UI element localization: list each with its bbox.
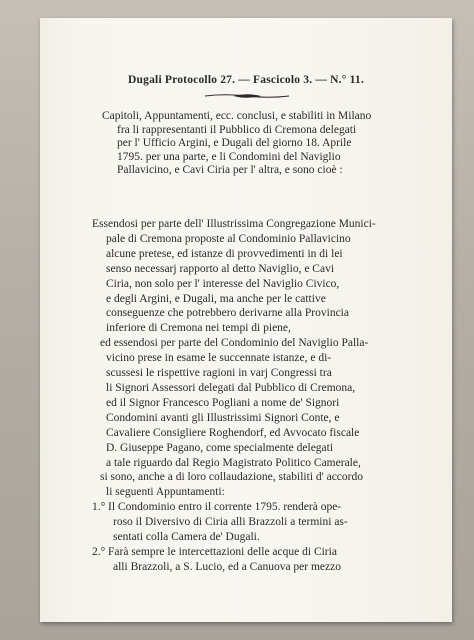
body-line: scussesi le rispettive ragioni in varj Congressi tra [106, 367, 332, 380]
document-header: Dugali Protocollo 27. — Fascicolo 3. — N.° 11. [128, 74, 364, 86]
item-number: 1.° [92, 501, 106, 514]
intro-line: per l' Ufficio Argini, e Dugali del giorno 18. Aprile [117, 137, 352, 150]
item-line: Il Condominio entro il corrente 1795. renderà ope- [108, 501, 342, 514]
intro-line: Capitoli, Appuntamenti, ecc. conclusi, e stabiliti in Milano [102, 110, 372, 122]
body-line: conseguenze che potrebbero derivarne alla Provincia [106, 307, 349, 320]
body-line: ed essendosi per parte del Condominio del Naviglio Palla- [100, 337, 369, 350]
body-line: inferiore di Cremona nei tempi di piene, [106, 322, 291, 335]
ornamental-rule [203, 92, 291, 100]
intro-line: Pallavicino, e Cavi Ciria per l' altra, e sono cioè : [117, 164, 343, 177]
body-line: ed il Signor Francesco Pogliani a nome de' Signori [106, 396, 340, 409]
body-line: Cavaliere Consigliere Roghendorf, ed Avvocato fiscale [106, 426, 360, 439]
item-line: sentati colla Camera de' Dugali. [113, 531, 260, 544]
body-line: vicino prese in esame le succennate istanze, e di- [106, 352, 332, 365]
body-line: a tale riguardo dal Regio Magistrato Politico Camerale, [106, 456, 361, 469]
body-line: Essendosi per parte dell' Illustrissima Congregazione Munici- [92, 218, 376, 230]
document-sheet [40, 18, 452, 622]
body-line: li seguenti Appuntamenti: [106, 486, 225, 499]
intro-paragraph [102, 110, 422, 178]
body-line: pale di Cremona proposte al Condominio Pallavicino [106, 232, 351, 245]
body-line: Ciria, non solo per l' interesse del Naviglio Civico, [106, 277, 340, 290]
intro-line: fra li rappresentanti il Pubblico di Cremona delegati [117, 123, 357, 136]
body-line: senso necessarj rapporto al detto Naviglio, e Cavi [106, 262, 335, 275]
item-line: alli Brazzoli, a S. Lucio, ed a Canuova per mezzo [113, 560, 341, 573]
body-line: si sono, anche a di loro collaudazione, stabiliti d' accordo [100, 471, 363, 484]
item-number: 2.° [92, 545, 106, 558]
intro-line: 1795. per una parte, e li Condomini del Naviglio [117, 150, 341, 163]
body-line: alcune pretese, ed istanze di provvedimenti in di lei [106, 247, 343, 260]
body-line: li Signori Assessori delegati dal Pubblico di Cremona, [106, 381, 356, 394]
body-paragraph [92, 217, 422, 575]
list-item [92, 500, 422, 545]
body-line: Condomini avanti gli Illustrissimi Signori Conte, e [106, 411, 340, 424]
item-line: roso il Diversivo di Ciria alli Brazzoli a termini as- [113, 516, 348, 529]
body-line: e degli Argini, e Dugali, ma anche per le cattive [106, 292, 326, 305]
item-line: Farà sempre le intercettazioni delle acque di Ciria [108, 545, 337, 558]
list-item [92, 545, 422, 575]
body-line: D. Giuseppe Pagano, come specialmente delegati [106, 441, 334, 454]
